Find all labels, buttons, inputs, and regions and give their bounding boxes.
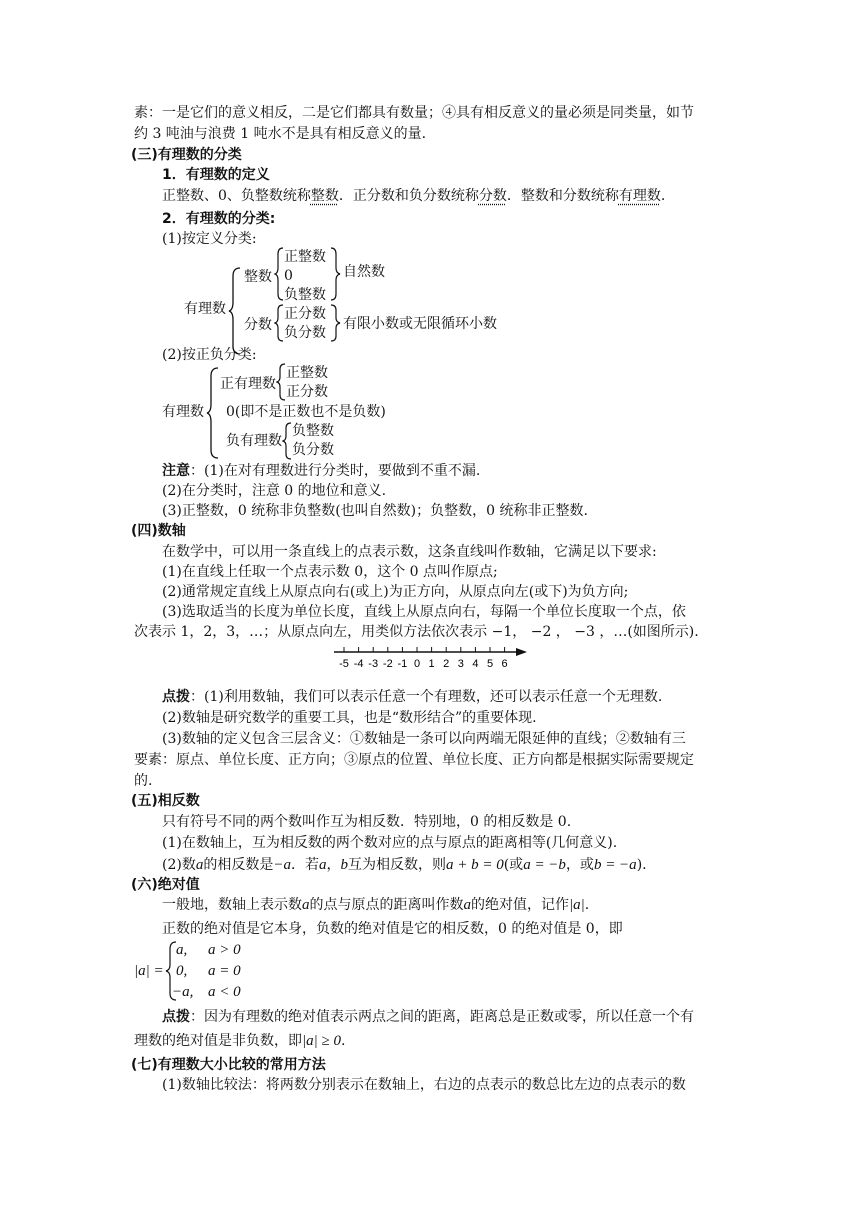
axis-tick-label: -1 xyxy=(397,658,408,670)
c2-root-brace xyxy=(206,366,220,460)
term-fraction: 分数 xyxy=(478,188,507,204)
tip-4: 要素：原点、单位长度、正方向；③原点的位置、单位长度、正方向都是根据实际需要规定 xyxy=(134,752,694,768)
number-line-arrow xyxy=(516,648,527,656)
c1-natural: 自然数 xyxy=(343,264,385,280)
axis-tick-label: -5 xyxy=(339,658,349,670)
note-label: 注意 xyxy=(162,463,190,479)
axis-tick-label: -4 xyxy=(353,658,364,670)
axis-tick-label: 5 xyxy=(486,658,494,670)
intro-line-1: 素：一是它们的意义相反，二是它们都具有数量；④具有相反意义的量必须是同类量，如节 xyxy=(134,105,694,121)
c2-neg-frac: 负分数 xyxy=(292,442,334,458)
opposite-para-3: (2)数a的相反数是−a．若a，b互为相反数，则a + b = 0(或a = −b，或b = −a). xyxy=(162,857,647,873)
tip-1: 点拨：(1)利用数轴，我们可以表示任意一个有理数，还可以表示任意一个无理数. xyxy=(162,689,663,705)
c2-pos-rational: 正有理数 xyxy=(220,376,276,392)
abs-tip-label: 点拨 xyxy=(162,1009,190,1025)
axis-tick-label: 3 xyxy=(457,658,464,670)
c1-pos-frac: 正分数 xyxy=(284,306,326,322)
subheading-definition: 1．有理数的定义 xyxy=(162,167,270,183)
c1-pos-int: 正整数 xyxy=(284,249,326,265)
c1-neg-frac: 负分数 xyxy=(284,325,326,341)
axis-para-4: (3)选取适当的长度为单位长度，直线上从原点向右，每隔一个单位长度取一个点，依 xyxy=(162,604,686,620)
axis-para-3: (2)通常规定直线上从原点向右(或上)为正方向，从原点向左(或下)为负方向; xyxy=(162,584,629,600)
c1-integer: 整数 xyxy=(244,269,272,285)
note-2: (2)在分类时，注意 0 的地位和意义. xyxy=(162,483,387,499)
axis-para-1: 在数学中，可以用一条直线上的点表示数，这条直线叫作数轴，它满足以下要求: xyxy=(162,544,657,560)
tip-2: (2)数轴是研究数学的重要工具，也是“数形结合”的重要体现. xyxy=(162,710,537,726)
compare-para-1: (1)数轴比较法：将两数分别表示在数轴上，右边的点表示的数总比左边的点表示的数 xyxy=(162,1077,686,1093)
axis-para-5: 次表示 1，2，3，…；从原点向左，用类似方法依次表示 −1， −2 ， −3 ，…(如图所示). xyxy=(134,624,699,640)
opposite-para-1: 只有符号不同的两个数叫作互为相反数．特别地，0 的相反数是 0. xyxy=(162,814,572,830)
c2-zero: 0(即不是正数也不是负数) xyxy=(226,404,386,420)
abs-lhs: |a| = xyxy=(134,963,164,979)
c1-neg-int: 负整数 xyxy=(284,287,326,303)
axis-tick-label: 2 xyxy=(443,658,450,670)
number-line-figure xyxy=(330,644,530,672)
section-5-heading: (五)相反数 xyxy=(131,793,200,809)
subheading-classification: 2．有理数的分类: xyxy=(162,211,276,227)
c1-natural-brace xyxy=(330,246,342,302)
definition-line: 正整数、0、负整数统称整数．正分数和负分数统称分数．整数和分数统称有理数. xyxy=(162,188,666,204)
classification-1-title: (1)按定义分类: xyxy=(162,231,257,247)
abs-para-2: 正数的绝对值是它本身，负数的绝对值是它的相反数，0 的绝对值是 0，即 xyxy=(162,921,623,937)
case-2-cond: a = 0 xyxy=(208,963,241,979)
classification-2-title: (2)按正负分类: xyxy=(162,347,257,363)
note-3: (3)正整数，0 统称非负整数(也叫自然数)；负整数，0 统称非正整数. xyxy=(162,503,588,519)
c2-root: 有理数 xyxy=(162,404,204,420)
abs-tip-1: 点拨：因为有理数的绝对值表示两点之间的距离，距离总是正数或零，所以任意一个有 xyxy=(162,1009,694,1025)
c2-pos-int: 正整数 xyxy=(286,365,328,381)
c1-zero: 0 xyxy=(284,268,293,284)
section-6-heading: (六)绝对值 xyxy=(131,877,200,893)
axis-tick-label: -3 xyxy=(368,658,379,670)
c2-neg-brace xyxy=(282,421,292,461)
axis-tick-label: 4 xyxy=(472,658,479,670)
axis-tick-label: -2 xyxy=(382,658,393,670)
c1-int-brace xyxy=(274,246,284,302)
tip-label: 点拨 xyxy=(162,689,190,705)
tip-5: 的. xyxy=(134,773,153,789)
section-7-heading: (七)有理数大小比较的常用方法 xyxy=(131,1057,326,1073)
intro-line-2: 约 3 吨油与浪费 1 吨水不是具有相反意义的量. xyxy=(134,126,427,142)
term-integer: 整数 xyxy=(310,188,339,204)
case-2-value: 0, xyxy=(176,963,188,979)
c2-pos-brace xyxy=(276,362,286,402)
abs-para-1: 一般地，数轴上表示数a的点与原点的距离叫作数a的绝对值，记作|a|. xyxy=(162,897,590,913)
case-3-cond: a < 0 xyxy=(208,984,241,1000)
note-1: 注意：(1)在对有理数进行分类时，要做到不重不漏. xyxy=(162,463,481,479)
axis-para-2: (1)在直线上任取一个点表示数 0，这个 0 点叫作原点; xyxy=(162,564,498,580)
axis-tick-label: 0 xyxy=(413,658,421,670)
axis-tick-label: 6 xyxy=(501,658,508,670)
opposite-para-2: (1)在数轴上，互为相反数的两个数对应的点与原点的距离相等(几何意义). xyxy=(162,835,618,851)
c2-neg-int: 负整数 xyxy=(292,423,334,439)
c2-pos-frac: 正分数 xyxy=(286,384,328,400)
c1-root: 有理数 xyxy=(184,301,226,317)
c1-finite-brace xyxy=(330,303,342,343)
tip-3: (3)数轴的定义包含三层含义：①数轴是一条可以向两端无限延伸的直线；②数轴有三 xyxy=(162,731,686,747)
c1-root-brace xyxy=(228,266,242,356)
section-4-heading: (四)数轴 xyxy=(131,523,186,539)
c1-frac-brace xyxy=(274,303,284,343)
c2-neg-rational: 负有理数 xyxy=(226,433,282,449)
axis-tick-label: 1 xyxy=(428,658,435,670)
case-3-value: −a, xyxy=(172,984,194,1000)
term-rational: 有理数 xyxy=(618,188,661,204)
c1-finite: 有限小数或无限循环小数 xyxy=(343,316,497,332)
c1-fraction: 分数 xyxy=(244,317,272,333)
section-3-heading: (三)有理数的分类 xyxy=(131,147,242,163)
abs-tip-2: 理数的绝对值是非负数，即|a| ≥ 0. xyxy=(134,1033,346,1049)
case-1-cond: a > 0 xyxy=(208,942,241,958)
case-1-value: a, xyxy=(176,942,188,958)
